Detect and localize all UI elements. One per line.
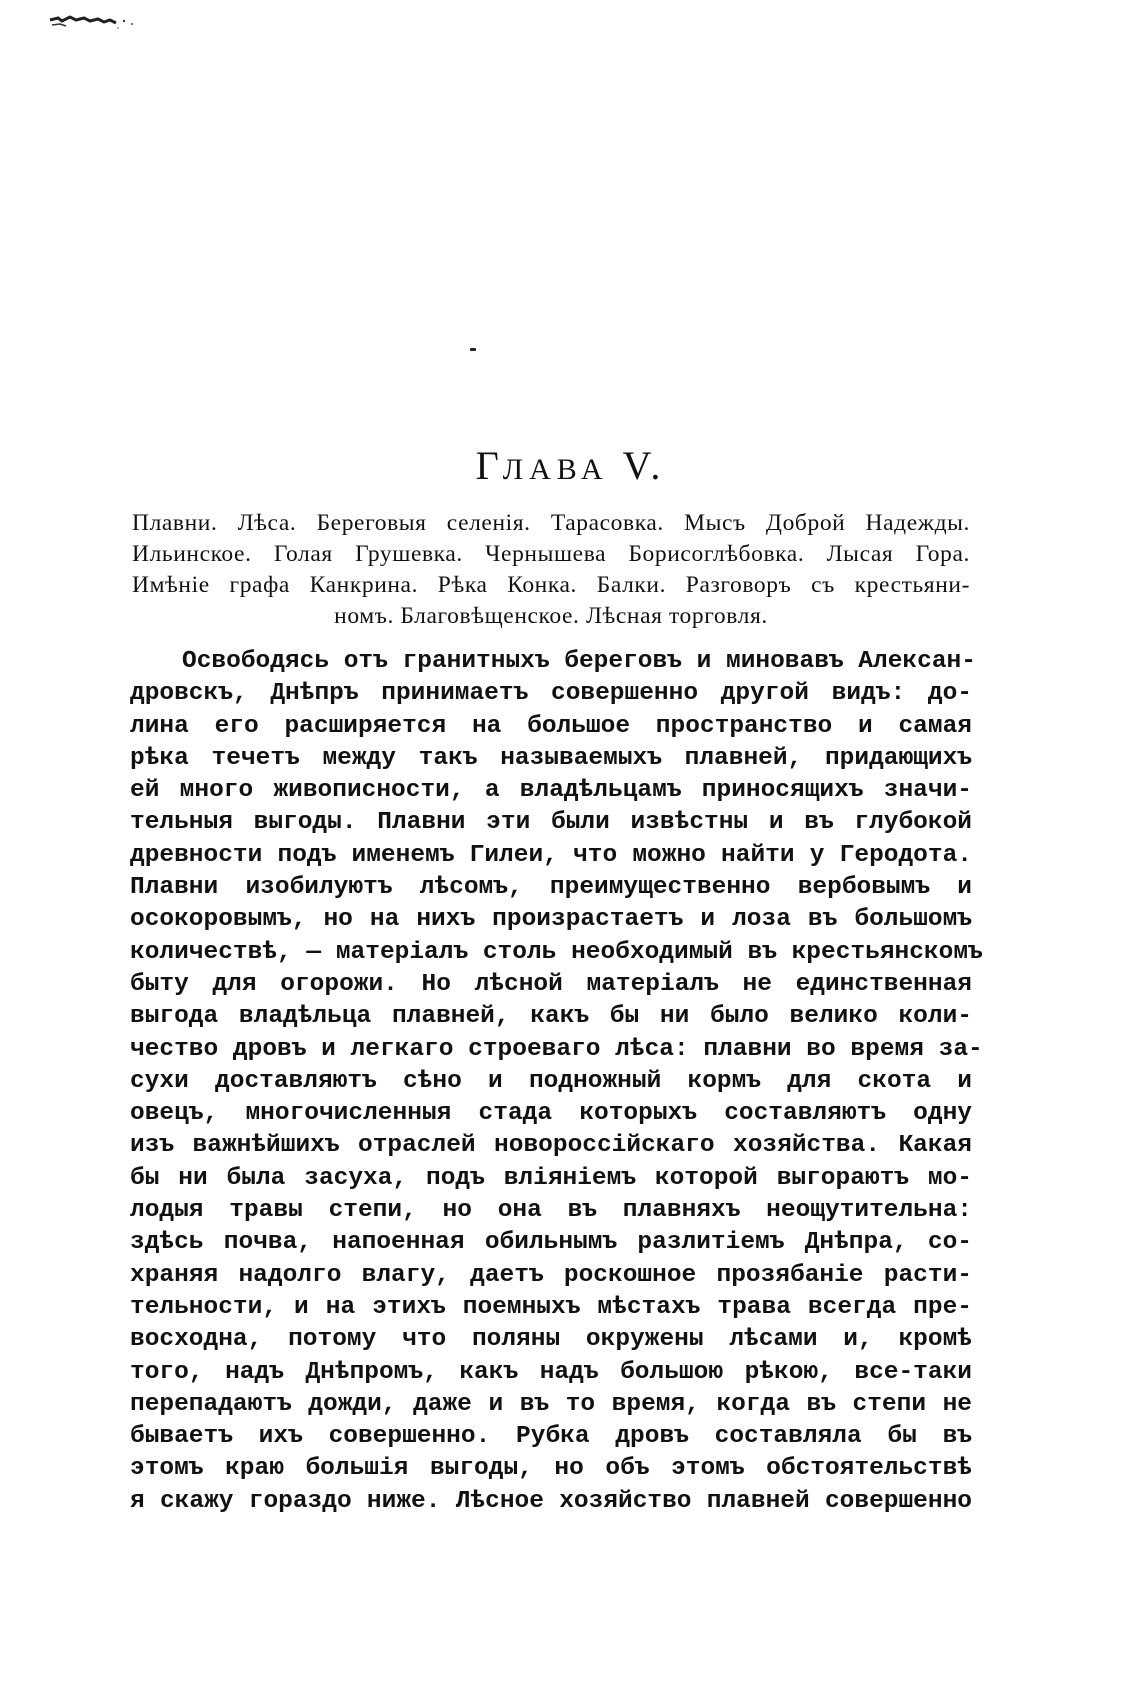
body-line: выгода владѣльца плавней, какъ бы ни было велико коли- bbox=[130, 1003, 972, 1031]
body-line: Освободясь отъ гранитныхъ береговъ и миновавъ Алексан- bbox=[182, 648, 976, 675]
chapter-title-word: ЛАВА bbox=[502, 453, 609, 486]
stray-ink-mark bbox=[470, 348, 476, 351]
body-paragraph bbox=[130, 646, 983, 1518]
chapter-heading bbox=[0, 442, 1140, 489]
body-line: бы ни была засуха, подъ вліяніемъ которой выгораютъ мо- bbox=[130, 1164, 972, 1192]
body-line: Плавни изобилуютъ лѣсомъ, преимущественно вербовымъ и bbox=[130, 874, 972, 902]
body-line: ей много живописности, а владѣльцамъ приносящихъ значи- bbox=[130, 777, 972, 805]
body-line: дровскъ, Днѣпръ принимаетъ совершенно другой видъ: до- bbox=[130, 680, 972, 708]
body-line: этомъ краю большія выгоды, но объ этомъ обстоятельствѣ bbox=[130, 1455, 972, 1483]
scan-smudge-mark bbox=[48, 12, 148, 32]
body-line: древности подъ именемъ Гилеи, что можно найти у Геродота. bbox=[130, 841, 972, 869]
body-line: тельности, и на этихъ поемныхъ мѣстахъ трава всегда пре- bbox=[130, 1293, 972, 1321]
body-line: овецъ, многочисленныя стада которыхъ составляютъ одну bbox=[130, 1100, 972, 1128]
body-line: здѣсь почва, напоенная обильнымъ разлитіемъ Днѣпра, со- bbox=[130, 1229, 972, 1257]
body-line: осокоровымъ, но на нихъ произрастаетъ и лоза въ большомъ bbox=[130, 906, 972, 934]
chapter-summary bbox=[132, 508, 970, 632]
body-line: изъ важнѣйшихъ отраслей новороссійскаго хозяйства. Какая bbox=[130, 1132, 972, 1160]
chapter-number: V. bbox=[622, 443, 665, 488]
body-line: тельныя выгоды. Плавни эти были извѣстны и въ глубокой bbox=[130, 809, 972, 837]
summary-line: номъ. Благовѣщенское. Лѣсная торговля. bbox=[334, 603, 768, 629]
body-line: лина его расширяется на большое пространство и самая bbox=[130, 712, 972, 740]
body-line: того, надъ Днѣпромъ, какъ надъ большою рѣкою, все-таки bbox=[130, 1358, 972, 1386]
summary-line: Имѣніе графа Канкрина. Рѣка Конка. Балки. Разговоръ съ крестьяни- bbox=[132, 572, 970, 598]
body-line: сухи доставляютъ сѣно и подножный кормъ для скота и bbox=[130, 1067, 972, 1095]
summary-line: Ильинское. Голая Грушевка. Чернышева Борисоглѣбовка. Лысая Гора. bbox=[132, 541, 970, 567]
body-line: чество дровъ и легкаго строеваго лѣса: плавни во время за- bbox=[130, 1035, 983, 1063]
body-line: восходна, потому что поляны окружены лѣсами и, кромѣ bbox=[130, 1326, 972, 1354]
body-line: количествѣ, — матеріалъ столь необходимый въ крестьянскомъ bbox=[130, 938, 983, 966]
body-line: лодыя травы степи, но она въ плавняхъ неощутительна: bbox=[130, 1197, 972, 1225]
body-line: я скажу гораздо ниже. Лѣсное хозяйство плавней совершенно bbox=[130, 1487, 972, 1515]
summary-line: Плавни. Лѣса. Береговыя селенія. Тарасовка. Мысъ Доброй Надежды. bbox=[132, 510, 970, 536]
body-line: храняя надолго влагу, даетъ роскошное прозябаніе расти- bbox=[130, 1261, 972, 1289]
body-line: бываетъ ихъ совершенно. Рубка дровъ составляла бы въ bbox=[130, 1423, 972, 1451]
body-line: быту для огорожи. Но лѣсной матеріалъ не единственная bbox=[130, 970, 972, 998]
body-line: рѣка течетъ между такъ называемыхъ плавней, придающихъ bbox=[130, 744, 972, 772]
chapter-title-initial: Г bbox=[475, 443, 503, 488]
body-line: перепадаютъ дожди, даже и въ то время, когда въ степи не bbox=[130, 1390, 972, 1418]
